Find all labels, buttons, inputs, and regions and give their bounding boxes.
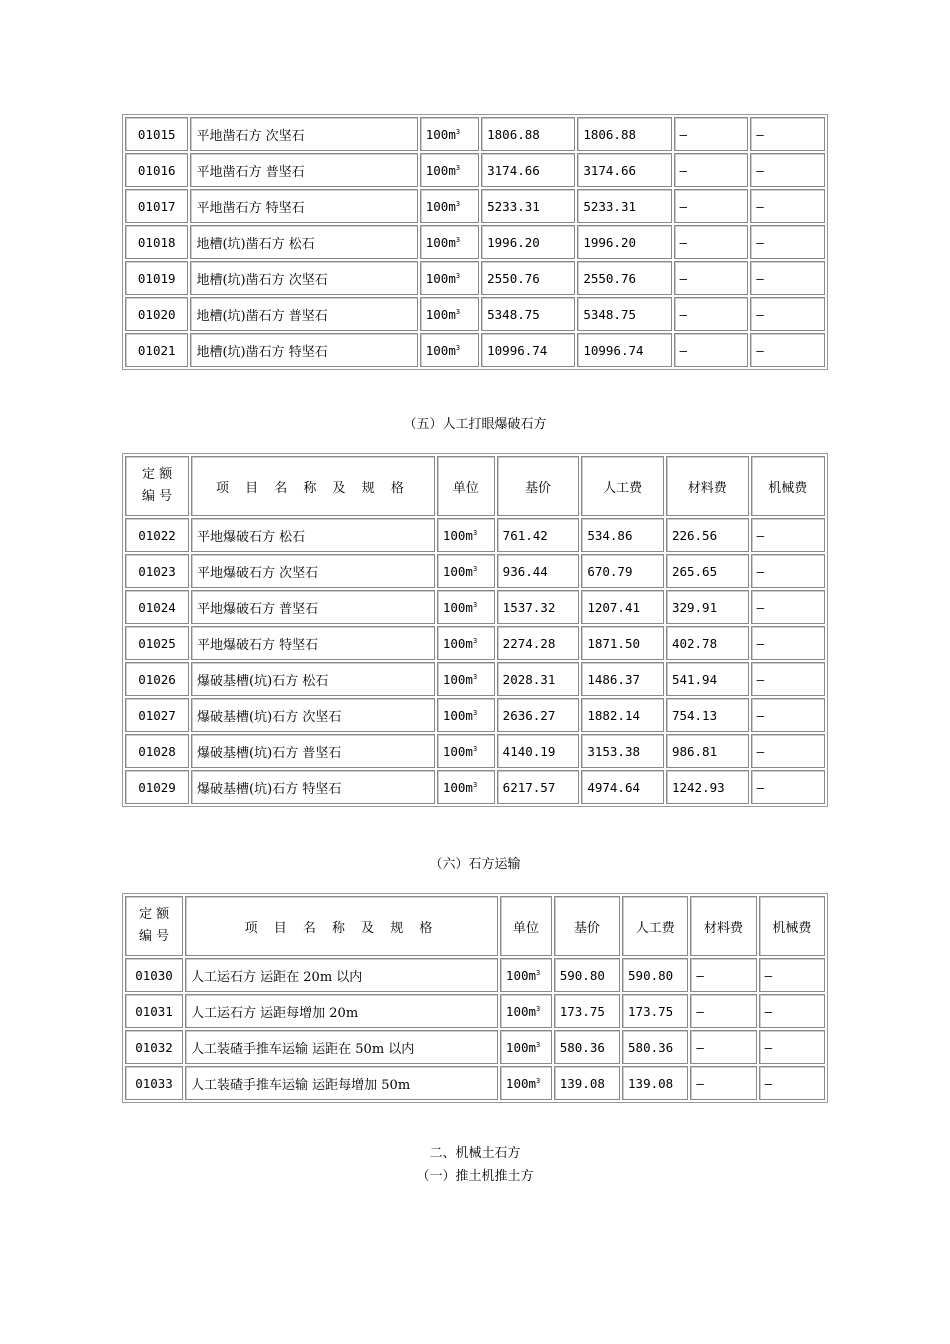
unit-superscript: 3 — [455, 307, 461, 316]
unit-superscript: 3 — [472, 672, 478, 681]
unit-superscript: 3 — [455, 235, 461, 244]
unit-superscript: 3 — [536, 1076, 541, 1085]
table-row — [125, 189, 825, 223]
cell-name: 爆破基槽(坑)石方 特坚石 — [191, 770, 435, 804]
cell-base: 936.44 — [497, 554, 580, 588]
table3-body — [125, 896, 825, 1100]
cell-base: 2550.76 — [481, 261, 575, 295]
table-row — [125, 117, 825, 151]
cell-material: 226.56 — [666, 518, 749, 552]
cell-code: 01030 — [125, 958, 183, 992]
cell-material: — — [674, 225, 749, 259]
cell-name: 人工运石方 运距在 20m 以内 — [185, 958, 498, 992]
unit-superscript: 3 — [472, 564, 478, 573]
cell-code: 01020 — [125, 297, 188, 331]
cell-code: 01022 — [125, 518, 189, 552]
table-row — [125, 590, 825, 624]
cell-labor: 1207.41 — [581, 590, 664, 624]
cell-material: 265.65 — [666, 554, 749, 588]
cell-base: 1996.20 — [481, 225, 575, 259]
cell-labor: 2550.76 — [577, 261, 671, 295]
cell-machine: — — [751, 554, 825, 588]
table-row — [125, 1030, 825, 1064]
unit-text: 100m — [442, 563, 473, 579]
unit-text: 100m — [505, 1075, 537, 1091]
unit-superscript: 3 — [455, 271, 461, 280]
section-caption-5: （五）人工打眼爆破石方 — [403, 417, 547, 432]
cell-name: 地槽(坑)凿石方 普坚石 — [190, 297, 417, 331]
cell-machine: — — [750, 189, 825, 223]
header-material: 材料费 — [666, 456, 749, 516]
cell-machine: — — [750, 261, 825, 295]
cell-material: 986.81 — [666, 734, 749, 768]
cell-name: 平地凿石方 普坚石 — [190, 153, 417, 187]
cell-unit — [500, 1030, 552, 1064]
unit-superscript: 3 — [472, 744, 478, 753]
unit-superscript: 3 — [472, 708, 478, 717]
cell-unit — [420, 153, 479, 187]
header-code-bottom: 编 号 — [138, 929, 170, 944]
cell-base: 4140.19 — [497, 734, 580, 768]
cell-code: 01027 — [125, 698, 189, 732]
cell-machine: — — [750, 153, 825, 187]
header-name: 项 目 名 称 及 规 格 — [191, 456, 435, 516]
cell-machine: — — [751, 770, 825, 804]
cell-labor: 3174.66 — [577, 153, 671, 187]
unit-text: 100m — [425, 198, 456, 214]
cell-labor: 580.36 — [622, 1030, 688, 1064]
cell-material: 754.13 — [666, 698, 749, 732]
cell-labor: 1806.88 — [577, 117, 671, 151]
header-code-top: 定 额 — [141, 467, 173, 482]
cell-name: 平地爆破石方 次坚石 — [191, 554, 435, 588]
cell-unit — [437, 734, 495, 768]
header-code-bottom: 编 号 — [141, 489, 173, 504]
unit-superscript: 3 — [472, 600, 478, 609]
header-name: 项 目 名 称 及 规 格 — [185, 896, 498, 956]
cell-code: 01024 — [125, 590, 189, 624]
cell-unit — [437, 554, 495, 588]
cell-unit — [437, 698, 495, 732]
table-row — [125, 554, 825, 588]
cell-labor: 590.80 — [622, 958, 688, 992]
cell-name: 平地爆破石方 普坚石 — [191, 590, 435, 624]
cell-labor: 173.75 — [622, 994, 688, 1028]
cell-unit — [420, 333, 479, 367]
cell-base: 5233.31 — [481, 189, 575, 223]
cell-code: 01032 — [125, 1030, 183, 1064]
cell-unit — [437, 770, 495, 804]
cell-labor: 670.79 — [581, 554, 664, 588]
table-blasting-rock — [122, 453, 828, 807]
cell-base: 2636.27 — [497, 698, 580, 732]
unit-superscript: 3 — [472, 528, 478, 537]
cell-base: 1806.88 — [481, 117, 575, 151]
cell-material: 402.78 — [666, 626, 749, 660]
cell-base: 5348.75 — [481, 297, 575, 331]
cell-material: — — [690, 958, 756, 992]
cell-material: 541.94 — [666, 662, 749, 696]
cell-unit — [500, 958, 552, 992]
cell-unit — [437, 590, 495, 624]
cell-machine: — — [751, 590, 825, 624]
cell-base: 139.08 — [554, 1066, 620, 1100]
header-code — [125, 456, 189, 516]
cell-name: 平地凿石方 次坚石 — [190, 117, 417, 151]
unit-superscript: 3 — [536, 968, 541, 977]
cell-labor: 3153.38 — [581, 734, 664, 768]
table-row — [125, 734, 825, 768]
unit-superscript: 3 — [536, 1004, 541, 1013]
cell-name: 人工装碴手推车运输 运距在 50m 以内 — [185, 1030, 498, 1064]
cell-material: — — [674, 297, 749, 331]
cell-labor: 5348.75 — [577, 297, 671, 331]
header-machine: 机械费 — [759, 896, 825, 956]
cell-unit — [500, 994, 552, 1028]
unit-superscript: 3 — [536, 1040, 541, 1049]
table-header-row — [125, 456, 825, 516]
table-row — [125, 958, 825, 992]
section-caption-6: （六）石方运输 — [429, 857, 521, 872]
cell-code: 01029 — [125, 770, 189, 804]
header-code-top: 定 额 — [138, 907, 170, 922]
cell-base: 3174.66 — [481, 153, 575, 187]
table-row — [125, 333, 825, 367]
cell-material: — — [674, 117, 749, 151]
cell-base: 590.80 — [554, 958, 620, 992]
unit-text: 100m — [442, 707, 473, 723]
unit-text: 100m — [442, 671, 473, 687]
header-base: 基价 — [554, 896, 620, 956]
cell-name: 地槽(坑)凿石方 次坚石 — [190, 261, 417, 295]
unit-text: 100m — [425, 126, 456, 142]
cell-code: 01015 — [125, 117, 188, 151]
cell-name: 爆破基槽(坑)石方 次坚石 — [191, 698, 435, 732]
cell-unit — [437, 662, 495, 696]
unit-text: 100m — [442, 635, 473, 651]
cell-unit — [437, 518, 495, 552]
table-header-row — [125, 896, 825, 956]
cell-machine: — — [759, 1030, 825, 1064]
cell-code: 01019 — [125, 261, 188, 295]
section-title-2: 二、机械土石方 — [429, 1146, 521, 1161]
cell-name: 爆破基槽(坑)石方 普坚石 — [191, 734, 435, 768]
cell-machine: — — [750, 117, 825, 151]
cell-unit — [500, 1066, 552, 1100]
cell-base: 580.36 — [554, 1030, 620, 1064]
unit-superscript: 3 — [472, 636, 478, 645]
unit-text: 100m — [442, 743, 473, 759]
cell-labor: 534.86 — [581, 518, 664, 552]
cell-code: 01018 — [125, 225, 188, 259]
unit-text: 100m — [505, 967, 537, 983]
cell-unit — [420, 225, 479, 259]
unit-superscript: 3 — [455, 127, 461, 136]
cell-base: 173.75 — [554, 994, 620, 1028]
cell-machine: — — [751, 734, 825, 768]
cell-labor: 1486.37 — [581, 662, 664, 696]
cell-code: 01033 — [125, 1066, 183, 1100]
unit-superscript: 3 — [455, 163, 461, 172]
cell-base: 10996.74 — [481, 333, 575, 367]
cell-name: 人工装碴手推车运输 运距每增加 50m — [185, 1066, 498, 1100]
cell-name: 平地凿石方 特坚石 — [190, 189, 417, 223]
table-rock-transport — [122, 893, 828, 1103]
table-row — [125, 698, 825, 732]
unit-text: 100m — [425, 162, 456, 178]
table-chiseling-rock — [122, 114, 828, 370]
unit-text: 100m — [425, 306, 456, 322]
table-row — [125, 297, 825, 331]
cell-labor: 10996.74 — [577, 333, 671, 367]
cell-machine: — — [759, 1066, 825, 1100]
cell-labor: 1871.50 — [581, 626, 664, 660]
unit-superscript: 3 — [472, 780, 478, 789]
cell-base: 2274.28 — [497, 626, 580, 660]
table-row — [125, 626, 825, 660]
header-labor: 人工费 — [581, 456, 664, 516]
table-row — [125, 662, 825, 696]
cell-code: 01031 — [125, 994, 183, 1028]
cell-labor: 1996.20 — [577, 225, 671, 259]
cell-name: 人工运石方 运距每增加 20m — [185, 994, 498, 1028]
cell-material: — — [674, 261, 749, 295]
cell-code: 01016 — [125, 153, 188, 187]
cell-material: — — [674, 333, 749, 367]
cell-name: 平地爆破石方 松石 — [191, 518, 435, 552]
table2-body — [125, 456, 825, 804]
cell-machine: — — [751, 626, 825, 660]
unit-superscript: 3 — [455, 343, 461, 352]
unit-text: 100m — [505, 1003, 537, 1019]
cell-material: — — [690, 1030, 756, 1064]
cell-name: 爆破基槽(坑)石方 松石 — [191, 662, 435, 696]
cell-machine: — — [759, 958, 825, 992]
cell-unit — [420, 261, 479, 295]
unit-text: 100m — [442, 779, 473, 795]
unit-text: 100m — [442, 527, 473, 543]
cell-machine: — — [750, 333, 825, 367]
cell-unit — [437, 626, 495, 660]
cell-labor: 1882.14 — [581, 698, 664, 732]
unit-text: 100m — [442, 599, 473, 615]
header-labor: 人工费 — [622, 896, 688, 956]
header-unit: 单位 — [437, 456, 495, 516]
table-row — [125, 770, 825, 804]
unit-text: 100m — [425, 342, 456, 358]
cell-labor: 5233.31 — [577, 189, 671, 223]
cell-machine: — — [750, 297, 825, 331]
header-code — [125, 896, 183, 956]
cell-code: 01021 — [125, 333, 188, 367]
table-row — [125, 1066, 825, 1100]
cell-code: 01023 — [125, 554, 189, 588]
cell-material: — — [674, 153, 749, 187]
cell-unit — [420, 189, 479, 223]
unit-text: 100m — [425, 234, 456, 250]
table-row — [125, 225, 825, 259]
cell-name: 地槽(坑)凿石方 松石 — [190, 225, 417, 259]
cell-machine: — — [751, 698, 825, 732]
cell-code: 01017 — [125, 189, 188, 223]
cell-labor: 4974.64 — [581, 770, 664, 804]
cell-machine: — — [759, 994, 825, 1028]
cell-unit — [420, 297, 479, 331]
cell-base: 6217.57 — [497, 770, 580, 804]
header-unit: 单位 — [500, 896, 552, 956]
unit-text: 100m — [505, 1039, 537, 1055]
unit-text: 100m — [425, 270, 456, 286]
cell-material: 1242.93 — [666, 770, 749, 804]
cell-material: — — [674, 189, 749, 223]
cell-material: — — [690, 994, 756, 1028]
cell-machine: — — [750, 225, 825, 259]
cell-base: 2028.31 — [497, 662, 580, 696]
cell-material: 329.91 — [666, 590, 749, 624]
cell-name: 地槽(坑)凿石方 特坚石 — [190, 333, 417, 367]
table-row — [125, 518, 825, 552]
cell-code: 01025 — [125, 626, 189, 660]
header-material: 材料费 — [690, 896, 756, 956]
cell-machine: — — [751, 518, 825, 552]
header-base: 基价 — [497, 456, 580, 516]
cell-labor: 139.08 — [622, 1066, 688, 1100]
unit-superscript: 3 — [455, 199, 461, 208]
cell-base: 1537.32 — [497, 590, 580, 624]
table-row — [125, 261, 825, 295]
table-row — [125, 153, 825, 187]
table-row — [125, 994, 825, 1028]
cell-code: 01026 — [125, 662, 189, 696]
section-caption-bulldozer: （一）推土机推土方 — [416, 1169, 534, 1184]
cell-machine: — — [751, 662, 825, 696]
cell-material: — — [690, 1066, 756, 1100]
cell-name: 平地爆破石方 特坚石 — [191, 626, 435, 660]
cell-unit — [420, 117, 479, 151]
cell-base: 761.42 — [497, 518, 580, 552]
header-machine: 机械费 — [751, 456, 825, 516]
table1-body — [125, 117, 825, 367]
cell-code: 01028 — [125, 734, 189, 768]
